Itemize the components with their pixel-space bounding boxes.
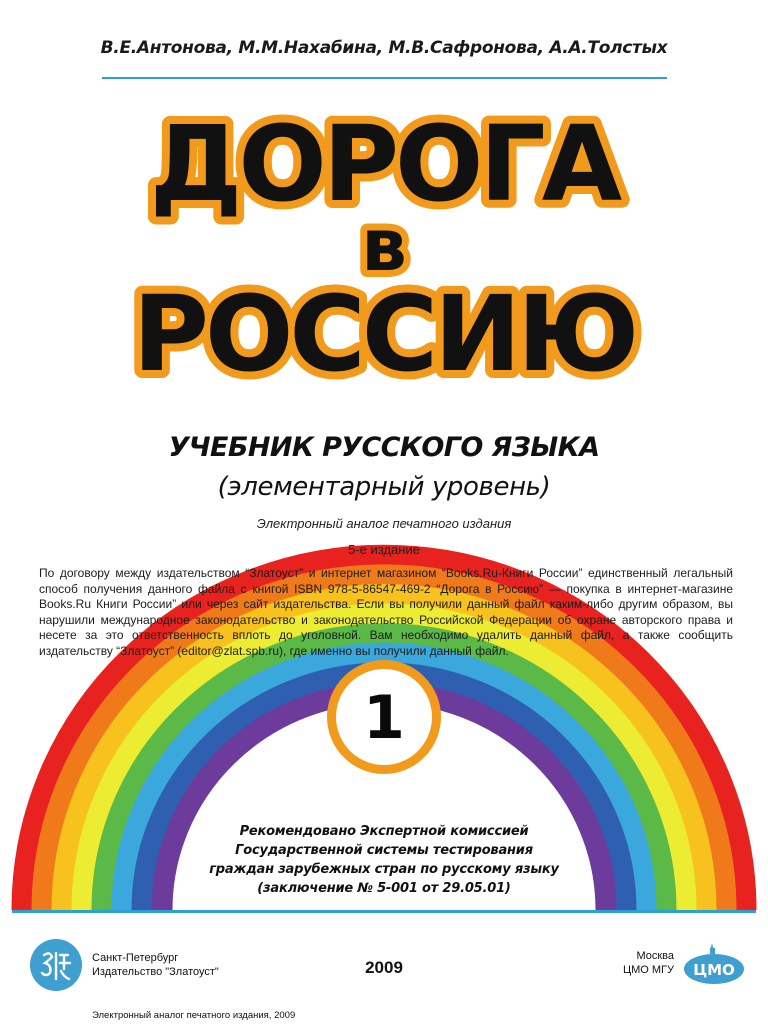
book-title — [0, 95, 768, 395]
volume-number: 1 — [363, 683, 405, 753]
publisher-city: Санкт-Петербург — [92, 952, 179, 964]
title-line-3: РОССИЮ — [132, 273, 636, 395]
title-line-2: в — [361, 203, 407, 287]
footer-note: Электронный аналог печатного издания, 2009 — [92, 1010, 296, 1021]
recommendation-block — [0, 822, 768, 898]
recommendation-line: граждан зарубежных стран по русскому языку — [209, 862, 559, 877]
edition-note: Электронный аналог печатного издания — [256, 516, 512, 531]
recommendation-line: Государственной системы тестирования — [235, 843, 533, 858]
recommendation-line: (заключение № 5-001 от 29.05.01) — [257, 881, 511, 896]
cmo-logo-text: ЦМО — [693, 961, 735, 979]
legal-notice: По договору между издательством “Златоуст” и интернет магазином “Books.Ru-Книги России” единственный легальный способ получения данного файла с книгой ISBN 978-5-86547-469-2 “Дорога в Россию” — покупка в интернет-магазине Books.Ru Книги России” или через сайт издательства. Если вы получили данный файл каким-либо другим образом, вы нарушили международное законодательство и законодательство Российской Федерации об охране авторского права и несете за это ответственность вплоть до уголовной. Вам необходимо удалить данный файл, а также сообщить издательству “Златоуст” (editor@zlat.spb.ru), где именно вы получили данный файл. — [39, 566, 733, 658]
publisher-right-name: ЦМО МГУ — [622, 964, 674, 976]
publisher-name: Издательство "Златоуст" — [92, 966, 219, 978]
recommendation-line: Рекомендовано Экспертной комиссией — [239, 824, 529, 839]
authors-line: В.Е.Антонова, М.М.Нахабина, М.В.Сафронова, А.А.Толстых — [100, 38, 668, 58]
cmo-mgu-logo-icon — [682, 939, 746, 987]
level-label: (элементарный уровень) — [217, 472, 551, 502]
publisher-right-city: Москва — [636, 950, 674, 962]
subtitle: УЧЕБНИК РУССКОГО ЯЗЫКА — [168, 432, 600, 463]
publisher-cmo-mgu — [623, 939, 746, 987]
bottom-divider — [12, 910, 756, 913]
top-divider — [102, 77, 667, 79]
publication-year: 2009 — [365, 958, 403, 977]
volume-badge — [327, 660, 441, 774]
title-line-1: ДОРОГА — [149, 103, 619, 225]
edition-number: 5-е издание — [348, 542, 420, 557]
